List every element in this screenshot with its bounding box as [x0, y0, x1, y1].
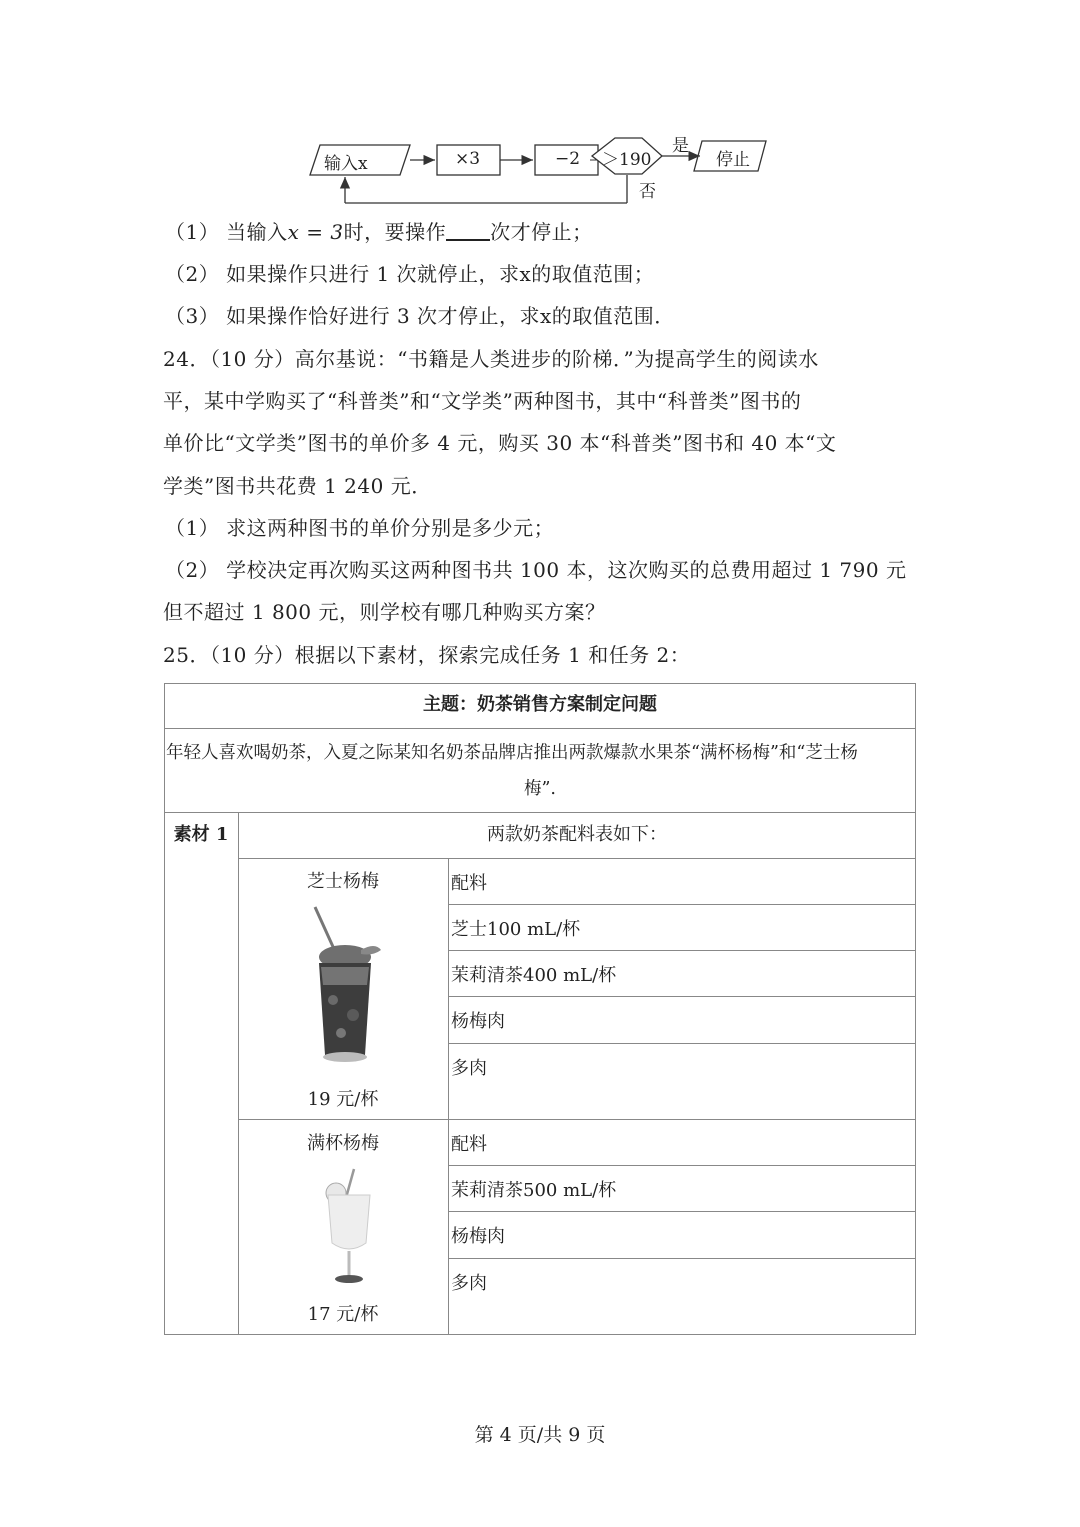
q23-part1-c: 次才停止； [490, 220, 593, 244]
flowchart [300, 125, 790, 210]
flow-multiply-label: ×3 [455, 149, 481, 169]
drink-price: 19 元/杯 [307, 1089, 379, 1110]
answer-blank[interactable] [446, 217, 490, 241]
flow-input-label: 输入x [324, 154, 368, 174]
q24-line: 单价比“文学类”图书的单价多 4 元，购买 30 本“科普类”图书和 40 本“文 [163, 431, 837, 455]
ingredient: 芝士100 mL/杯 [451, 919, 581, 940]
q23-part1-math: x = 3 [287, 220, 344, 244]
q23-part1-a: （1） 当输入 [165, 220, 288, 244]
q24-line: 24．（10 分）高尔基说：“书籍是人类进步的阶梯．”为提高学生的阅读水 [163, 347, 819, 371]
cheese-bayberry-drink-image [299, 905, 389, 1070]
q24-line: 平，某中学购买了“科普类”和“文学类”两种图书，其中“科普类”图书的 [163, 389, 802, 413]
material-label: 素材 1 [173, 824, 229, 845]
drink-name: 满杯杨梅 [307, 1133, 379, 1154]
flow-yes-label: 是 [672, 136, 689, 156]
q25-intro: 25．（10 分）根据以下素材，探索完成任务 1 和任务 2： [163, 643, 691, 667]
q24-line: （2） 学校决定再次购买这两种图书共 100 本，这次购买的总费用超过 1 790 元 [165, 558, 907, 582]
drink-price: 17 元/杯 [307, 1304, 379, 1325]
ingredient: 多肉 [451, 1273, 487, 1294]
q23-part1-b: 时，要操作 [343, 220, 447, 244]
table-title: 主题：奶茶销售方案制定问题 [423, 694, 657, 715]
ingredient: 多肉 [451, 1058, 487, 1079]
table-desc-line2: 梅”. [523, 779, 556, 799]
q24-line: 学类”图书共花费 1 240 元． [163, 474, 432, 498]
drink-name: 芝士杨梅 [307, 871, 379, 892]
q23-part3: （3） 如果操作恰好进行 3 次才停止，求x的取值范围． [165, 304, 675, 328]
material-header: 两款奶茶配料表如下： [487, 824, 667, 845]
q23-part1 [165, 211, 593, 253]
flow-no-label: 否 [639, 182, 656, 202]
ingredient: 茉莉清茶500 mL/杯 [451, 1180, 617, 1201]
table-desc-line1: 年轻人喜欢喝奶茶，入夏之际某知名奶茶品牌店推出两款爆款水果茶“满杯杨梅”和“芝士杨 [166, 743, 858, 763]
flow-subtract-label: −2 [555, 149, 581, 169]
page-number: 第 4 页/共 9 页 [474, 1424, 606, 1446]
material-table [164, 683, 916, 1335]
ingredient: 杨梅肉 [451, 1226, 505, 1247]
flow-condition-label: ＞190 [602, 150, 652, 170]
ingredient: 配料 [451, 1134, 487, 1155]
flow-stop-label: 停止 [716, 150, 750, 170]
ingredient: 配料 [451, 873, 487, 894]
q24-line: 但不超过 1 800 元，则学校有哪几种购买方案？ [163, 600, 606, 624]
q23-part2: （2） 如果操作只进行 1 次就停止，求x的取值范围； [165, 262, 655, 286]
full-cup-bayberry-drink-image [314, 1165, 384, 1290]
q24-line: （1） 求这两种图书的单价分别是多少元； [165, 516, 555, 540]
ingredient: 杨梅肉 [451, 1011, 505, 1032]
ingredient: 茉莉清茶400 mL/杯 [451, 965, 617, 986]
